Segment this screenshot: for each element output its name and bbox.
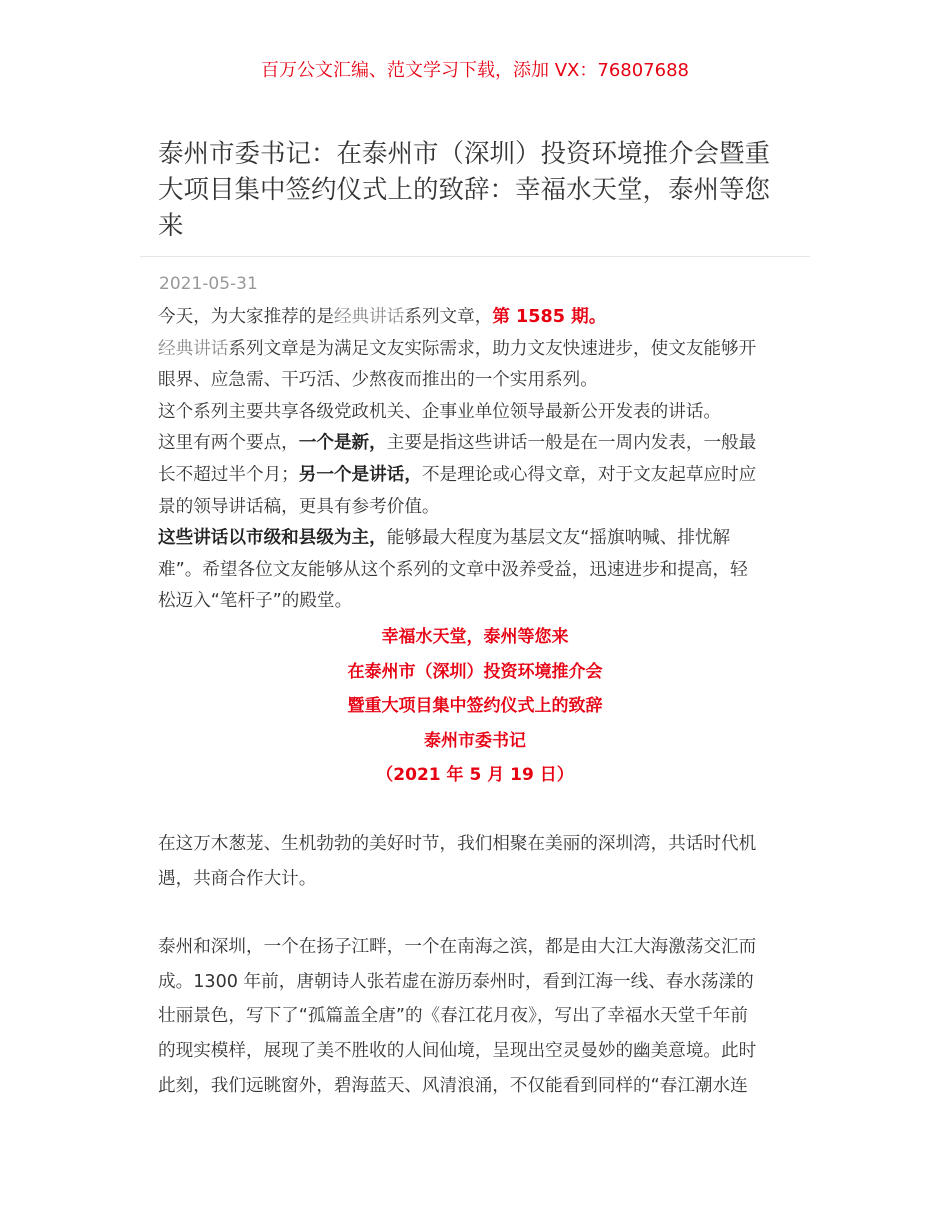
text-segment: 不是理论或心得文章，对于文友起草应时应 — [421, 464, 757, 485]
text-segment: 松迈入“笔杆子”的殿堂。 — [158, 591, 353, 612]
text-line: 遇，共商合作大计。 — [158, 868, 317, 889]
intro-line — [158, 334, 798, 366]
intro-line — [158, 492, 798, 524]
text-segment: 眼界、应急需、干巧活、少熬夜而推出的一个实用系列。 — [158, 370, 598, 391]
intro-line — [158, 397, 798, 429]
article-title — [158, 136, 798, 244]
publish-date: 2021-05-31 — [159, 274, 258, 294]
text-segment: 这个系列主要共享各级党政机关、企事业单位领导最新公开发表的讲话。 — [158, 401, 722, 422]
intro-line — [158, 555, 798, 587]
bold-text: 一个是新， — [298, 433, 387, 454]
title-divider — [140, 256, 810, 257]
intro-line — [158, 586, 798, 618]
speech-occasion: 暨重大项目集中签约仪式上的致辞 — [347, 696, 603, 717]
intro-line — [158, 460, 798, 492]
issue-number: 第 1585 期。 — [492, 307, 607, 327]
text-segment: 景的领导讲话稿，更具有参考价值。 — [158, 496, 440, 517]
intro-line — [158, 428, 798, 460]
text-segment: 系列文章， — [404, 307, 493, 327]
bold-text: 这些讲话以市级和县级为主， — [158, 528, 387, 549]
speech-occasion: 在泰州市（深圳）投资环境推介会 — [347, 661, 603, 682]
title-line: 大项目集中签约仪式上的致辞：幸福水天堂，泰州等您 — [158, 175, 771, 205]
speech-title: 幸福水天堂，泰州等您来 — [381, 627, 569, 647]
text-segment: 这里有两个要点， — [158, 433, 299, 454]
speech-date: （2021 年 5 月 19 日） — [376, 765, 574, 786]
text-segment: 主要是指这些讲话一般是在一周内发表，一般最 — [386, 433, 757, 454]
text-segment: 能够最大程度为基层文友“摇旗呐喊、排忧解 — [386, 528, 731, 549]
text-line: 的现实模样，展现了美不胜收的人间仙境，呈现出空灵曼妙的幽美意境。此时 — [158, 1041, 757, 1062]
paragraph-2 — [158, 930, 798, 1103]
text-line: 在这万木葱茏、生机勃勃的美好时节，我们相聚在美丽的深圳湾，共话时代机 — [158, 834, 757, 854]
text-line: 泰州和深圳，一个在扬子江畔，一个在南海之滨，都是由大江大海激荡交汇而 — [158, 937, 757, 957]
text-segment: 今天，为大家推荐的是 — [158, 307, 334, 327]
speaker: 泰州市委书记 — [424, 730, 526, 751]
bold-text: 另一个是讲话， — [298, 464, 422, 485]
series-name: 经典讲话 — [333, 307, 405, 327]
promo-banner: 百万公文汇编、范文学习下载，添加 VX：76807688 — [261, 60, 689, 81]
intro-section — [158, 302, 798, 618]
speech-heading — [0, 620, 950, 793]
title-line: 来 — [158, 211, 184, 241]
text-line: 此刻，我们远眺窗外，碧海蓝天、风清浪涌，不仅能看到同样的“春江潮水连 — [158, 1075, 748, 1096]
text-segment: 难”。希望各位文友能够从这个系列的文章中汲养受益，迅速进步和提高，轻 — [158, 559, 748, 580]
text-segment: 系列文章是为满足文友实际需求，助力文友快速进步，使文友能够开 — [228, 338, 757, 359]
intro-line — [158, 365, 798, 397]
intro-line — [158, 302, 798, 334]
text-segment: 长不超过半个月； — [158, 464, 299, 485]
series-name: 经典讲话 — [158, 338, 229, 359]
paragraph-1 — [158, 827, 798, 896]
intro-line — [158, 523, 798, 555]
text-line: 壮丽景色，写下了“孤篇盖全唐”的《春江花月夜》，写出了幸福水天堂千年前 — [158, 1006, 749, 1027]
title-line: 泰州市委书记：在泰州市（深圳）投资环境推介会暨重 — [158, 139, 771, 169]
text-line: 成。1300 年前，唐朝诗人张若虚在游历泰州时，看到江海一线、春水荡漾的 — [158, 971, 754, 992]
